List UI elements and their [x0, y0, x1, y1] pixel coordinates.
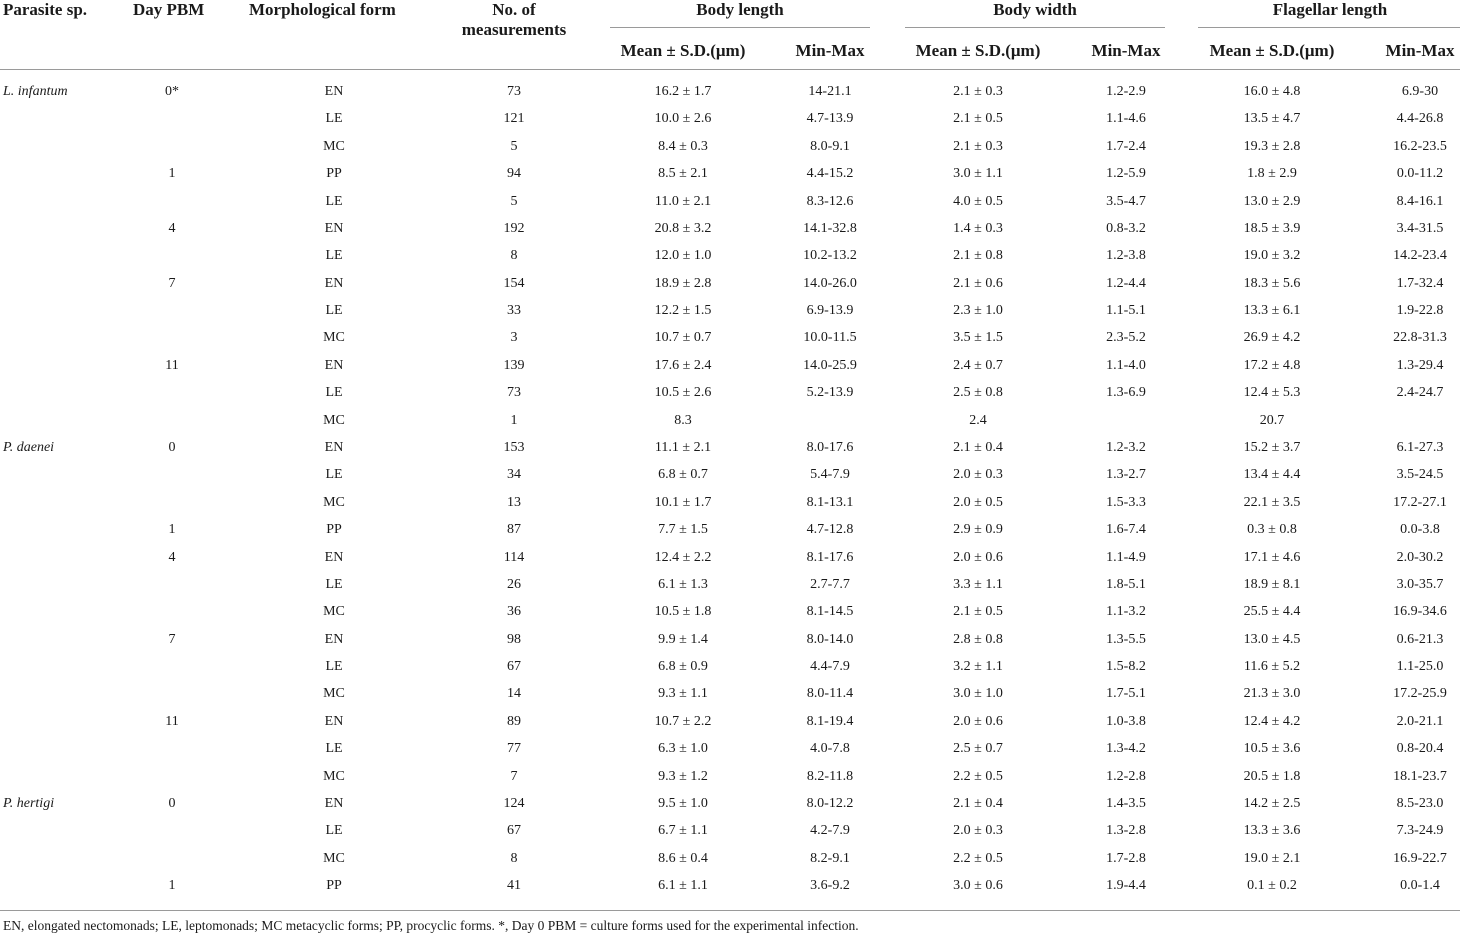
header-parasite: Parasite sp.	[3, 0, 88, 19]
body-length-mean-cell: 6.3 ± 1.0	[658, 741, 708, 757]
body-length-mean-cell: 10.5 ± 1.8	[654, 604, 712, 620]
body-length-minmax-cell: 5.2-13.9	[806, 385, 854, 401]
form-cell: PP	[326, 166, 342, 182]
flagellar-length-mean-cell: 19.0 ± 2.1	[1243, 850, 1301, 866]
day-cell: 4	[168, 220, 176, 236]
body-width-minmax-cell: 1.7-2.4	[1106, 138, 1146, 154]
flagellar-length-mean-cell: 19.3 ± 2.8	[1243, 138, 1301, 154]
header-body-length: Body length	[696, 0, 784, 19]
body-length-mean-cell: 8.4 ± 0.3	[658, 138, 708, 154]
body-width-mean-cell: 2.1 ± 0.8	[953, 248, 1003, 264]
flagellar-length-mean-cell: 18.9 ± 8.1	[1243, 576, 1301, 592]
body-length-minmax-cell: 8.0-9.1	[810, 138, 850, 154]
count-cell: 94	[507, 166, 521, 182]
count-cell: 73	[507, 84, 521, 99]
body-width-minmax-cell: 3.5-4.7	[1106, 193, 1146, 209]
body-length-mean-cell: 9.9 ± 1.4	[658, 631, 708, 647]
flagellar-length-minmax-cell: 16.9-22.7	[1393, 850, 1447, 866]
flagellar-length-mean-cell: 18.3 ± 5.6	[1243, 275, 1301, 291]
header-morphological-form: Morphological form	[249, 0, 396, 19]
body-length-mean-cell: 20.8 ± 3.2	[654, 220, 712, 236]
day-cell: 7	[168, 275, 176, 291]
body-length-minmax-cell: 8.0-11.4	[806, 686, 854, 702]
body-width-minmax-cell: 1.1-4.0	[1106, 357, 1146, 373]
form-cell: MC	[323, 412, 345, 428]
body-length-mean-cell: 18.9 ± 2.8	[654, 275, 712, 291]
count-cell: 114	[503, 549, 525, 565]
body-width-mean-cell: 3.0 ± 1.1	[953, 166, 1003, 182]
body-width-mean-cell: 2.1 ± 0.6	[953, 275, 1003, 291]
form-cell: EN	[324, 220, 344, 236]
body-width-minmax-cell: 2.3-5.2	[1106, 330, 1146, 346]
body-width-minmax-cell: 1.3-2.7	[1106, 467, 1146, 483]
form-cell: MC	[323, 686, 345, 702]
form-cell: LE	[325, 248, 343, 264]
flagellar-length-mean-cell: 15.2 ± 3.7	[1243, 439, 1301, 455]
body-length-minmax-cell: 10.2-13.2	[803, 248, 857, 264]
flagellar-length-mean-cell: 17.1 ± 4.6	[1243, 549, 1301, 565]
flagellar-length-minmax-cell: 8.4-16.1	[1396, 193, 1444, 209]
body-width-mean-cell: 2.4	[969, 412, 987, 428]
form-cell: EN	[324, 795, 344, 811]
day-cell: 0	[168, 439, 176, 455]
body-length-minmax-cell: 4.7-12.8	[806, 522, 854, 538]
count-cell: 87	[507, 522, 521, 538]
count-cell: 154	[503, 275, 525, 291]
count-cell: 121	[503, 111, 525, 127]
flagellar-length-minmax-cell: 7.3-24.9	[1396, 823, 1444, 839]
body-width-mean-cell: 3.0 ± 1.0	[953, 686, 1003, 702]
body-length-mean-cell: 10.7 ± 2.2	[654, 713, 712, 729]
body-length-minmax-cell: 10.0-11.5	[803, 330, 857, 346]
body-length-minmax-cell: 8.1-13.1	[806, 494, 854, 510]
flagellar-length-mean-cell: 16.0 ± 4.8	[1243, 84, 1301, 99]
body-width-minmax-cell: 1.5-8.2	[1106, 659, 1146, 674]
flagellar-length-mean-cell: 13.3 ± 6.1	[1243, 303, 1301, 318]
flagellar-length-mean-cell: 13.0 ± 4.5	[1243, 631, 1301, 647]
count-cell: 3	[510, 330, 518, 346]
form-cell: PP	[326, 878, 342, 893]
body-length-mean-cell: 8.5 ± 2.1	[658, 166, 708, 182]
count-cell: 36	[507, 604, 521, 620]
parasite-cell: L. infantum	[3, 84, 68, 99]
flagellar-length-minmax-cell: 3.4-31.5	[1396, 220, 1444, 236]
body-length-minmax-cell: 8.2-9.1	[810, 850, 850, 866]
day-cell: 1	[168, 878, 176, 893]
body-width-mean-cell: 2.8 ± 0.8	[953, 631, 1003, 647]
body-length-minmax-cell: 8.2-11.8	[806, 768, 854, 784]
form-cell: PP	[326, 522, 342, 538]
body-length-minmax-cell: 4.7-13.9	[806, 111, 854, 127]
body-width-rule	[905, 27, 1165, 28]
flagellar-length-mean-cell: 20.7	[1259, 412, 1285, 428]
body-width-minmax-cell: 0.8-3.2	[1106, 220, 1146, 236]
count-cell: 153	[503, 439, 525, 455]
body-width-minmax-cell: 1.0-3.8	[1106, 713, 1146, 729]
form-cell: MC	[323, 138, 345, 154]
body-width-minmax-cell: 1.1-4.9	[1106, 549, 1146, 565]
form-cell: MC	[323, 768, 345, 784]
body-length-minmax-cell: 14.0-25.9	[803, 357, 857, 373]
body-length-mean-cell: 6.8 ± 0.7	[658, 467, 708, 483]
form-cell: LE	[325, 823, 343, 839]
flagellar-length-mean-cell: 20.5 ± 1.8	[1243, 768, 1301, 784]
body-width-mean-cell: 2.1 ± 0.3	[953, 84, 1003, 99]
body-width-minmax-cell: 1.7-2.8	[1106, 850, 1146, 866]
count-cell: 26	[507, 576, 521, 592]
count-cell: 89	[507, 713, 521, 729]
form-cell: LE	[325, 741, 343, 757]
form-cell: LE	[325, 303, 343, 318]
flagellar-length-mean-cell: 1.8 ± 2.9	[1247, 166, 1297, 182]
body-width-mean-cell: 2.9 ± 0.9	[953, 522, 1003, 538]
body-length-mean-cell: 16.2 ± 1.7	[654, 84, 712, 99]
body-width-minmax-cell: 1.3-4.2	[1106, 741, 1146, 757]
body-length-mean-cell: 9.5 ± 1.0	[658, 795, 708, 811]
body-width-minmax-cell: 1.5-3.3	[1106, 494, 1146, 510]
form-cell: EN	[324, 439, 344, 455]
flagellar-length-mean-cell: 13.4 ± 4.4	[1243, 467, 1301, 483]
count-cell: 5	[510, 193, 518, 209]
body-width-minmax-cell: 1.6-7.4	[1106, 522, 1146, 538]
body-length-minmax-cell: 2.7-7.7	[810, 576, 850, 592]
flagellar-length-minmax-cell: 6.1-27.3	[1396, 439, 1444, 455]
body-length-minmax-cell: 6.9-13.9	[806, 303, 854, 318]
body-width-mean-cell: 2.1 ± 0.5	[953, 604, 1003, 620]
body-width-mean-cell: 3.2 ± 1.1	[953, 659, 1003, 674]
body-length-minmax-cell: 4.4-15.2	[806, 166, 854, 182]
body-length-mean-cell: 12.0 ± 1.0	[654, 248, 712, 264]
header-flagellar-length-minmax: Min-Max	[1385, 41, 1455, 60]
body-length-mean-cell: 9.3 ± 1.2	[658, 768, 708, 784]
flagellar-length-minmax-cell: 1.1-25.0	[1396, 659, 1444, 674]
form-cell: EN	[324, 84, 344, 99]
body-length-mean-cell: 12.4 ± 2.2	[654, 549, 712, 565]
form-cell: LE	[325, 576, 343, 592]
flagellar-length-mean-cell: 26.9 ± 4.2	[1243, 330, 1301, 346]
body-width-mean-cell: 2.3 ± 1.0	[953, 303, 1003, 318]
header-body-width-minmax: Min-Max	[1091, 41, 1161, 60]
day-cell: 1	[168, 166, 176, 182]
body-width-mean-cell: 1.4 ± 0.3	[953, 220, 1003, 236]
body-length-mean-cell: 8.3	[674, 412, 692, 428]
header-measurements-line1: No. of	[492, 0, 536, 19]
count-cell: 8	[510, 248, 518, 264]
body-length-minmax-cell: 8.0-14.0	[806, 631, 854, 647]
flagellar-length-minmax-cell: 2.0-21.1	[1396, 713, 1444, 729]
count-cell: 7	[510, 768, 518, 784]
flagellar-length-minmax-cell: 6.9-30	[1401, 84, 1439, 99]
body-length-minmax-cell: 4.2-7.9	[810, 823, 850, 839]
body-length-mean-cell: 17.6 ± 2.4	[654, 357, 712, 373]
flagellar-length-minmax-cell: 1.7-32.4	[1396, 275, 1444, 291]
body-width-minmax-cell: 1.2-2.9	[1106, 84, 1146, 99]
body-width-minmax-cell: 1.2-4.4	[1106, 275, 1146, 291]
parasite-cell: P. hertigi	[3, 795, 55, 811]
flagellar-length-minmax-cell: 16.9-34.6	[1393, 604, 1447, 620]
body-width-mean-cell: 2.0 ± 0.3	[953, 823, 1003, 839]
flagellar-length-minmax-cell: 2.0-30.2	[1396, 549, 1444, 565]
body-width-minmax-cell: 1.1-3.2	[1106, 604, 1146, 620]
header-flagellar-length: Flagellar length	[1272, 0, 1388, 19]
flagellar-length-minmax-cell: 0.8-20.4	[1396, 741, 1444, 757]
body-width-minmax-cell: 1.2-5.9	[1106, 166, 1146, 182]
flagellar-length-minmax-cell: 1.9-22.8	[1396, 303, 1444, 318]
form-cell: MC	[323, 850, 345, 866]
body-width-minmax-cell: 1.8-5.1	[1106, 576, 1146, 592]
flagellar-length-mean-cell: 0.3 ± 0.8	[1247, 522, 1297, 538]
body-width-mean-cell: 2.5 ± 0.8	[953, 385, 1003, 401]
body-length-mean-cell: 7.7 ± 1.5	[658, 522, 708, 538]
body-length-minmax-cell: 3.6-9.2	[810, 878, 850, 893]
day-cell: 0*	[165, 84, 179, 99]
flagellar-length-mean-cell: 25.5 ± 4.4	[1243, 604, 1301, 620]
header-flagellar-length-mean: Mean ± S.D.(μm)	[1209, 41, 1335, 60]
body-length-minmax-cell: 14.0-26.0	[803, 275, 857, 291]
header-body-length-mean: Mean ± S.D.(μm)	[620, 41, 746, 60]
body-width-minmax-cell: 1.3-5.5	[1106, 631, 1146, 647]
day-cell: 7	[168, 631, 176, 647]
flagellar-length-minmax-cell: 0.6-21.3	[1396, 631, 1444, 647]
header-body-width-mean: Mean ± S.D.(μm)	[915, 41, 1041, 60]
flagellar-length-mean-cell: 22.1 ± 3.5	[1243, 494, 1301, 510]
body-width-minmax-cell: 1.1-4.6	[1106, 111, 1146, 127]
body-length-minmax-cell: 14.1-32.8	[803, 220, 857, 236]
flagellar-length-minmax-cell: 18.1-23.7	[1393, 768, 1447, 784]
body-width-mean-cell: 2.4 ± 0.7	[953, 357, 1003, 373]
count-cell: 192	[503, 220, 525, 236]
flagellar-length-minmax-cell: 14.2-23.4	[1393, 248, 1447, 264]
form-cell: MC	[323, 330, 345, 346]
count-cell: 14	[507, 686, 521, 702]
day-cell: 0	[168, 795, 176, 811]
body-width-minmax-cell: 1.9-4.4	[1106, 878, 1146, 893]
body-width-mean-cell: 3.0 ± 0.6	[953, 878, 1003, 893]
flagellar-length-mean-cell: 10.5 ± 3.6	[1243, 741, 1301, 757]
header-body-length-minmax: Min-Max	[795, 41, 865, 60]
body-length-mean-cell: 10.7 ± 0.7	[654, 330, 712, 346]
body-width-mean-cell: 2.1 ± 0.3	[953, 138, 1003, 154]
form-cell: MC	[323, 494, 345, 510]
body-length-mean-cell: 6.1 ± 1.3	[658, 576, 708, 592]
flagellar-length-mean-cell: 13.0 ± 2.9	[1243, 193, 1301, 209]
body-length-mean-cell: 10.5 ± 2.6	[654, 385, 712, 401]
count-cell: 73	[507, 385, 521, 401]
flagellar-length-minmax-cell: 17.2-25.9	[1393, 686, 1447, 702]
body-length-mean-cell: 10.1 ± 1.7	[654, 494, 712, 510]
body-width-mean-cell: 2.0 ± 0.6	[953, 549, 1003, 565]
count-cell: 33	[507, 303, 521, 318]
flagellar-length-mean-cell: 17.2 ± 4.8	[1243, 357, 1301, 373]
flagellar-length-mean-cell: 13.3 ± 3.6	[1243, 823, 1301, 839]
flagellar-length-minmax-cell: 16.2-23.5	[1393, 138, 1447, 154]
flagellar-length-mean-cell: 0.1 ± 0.2	[1247, 878, 1297, 893]
form-cell: EN	[324, 357, 344, 373]
count-cell: 8	[510, 850, 518, 866]
body-length-mean-cell: 12.2 ± 1.5	[654, 303, 712, 318]
day-cell: 11	[165, 713, 179, 729]
body-width-minmax-cell: 1.1-5.1	[1106, 303, 1146, 318]
day-cell: 4	[168, 549, 176, 565]
form-cell: EN	[324, 549, 344, 565]
parasite-cell: P. daenei	[3, 439, 55, 455]
form-cell: LE	[325, 111, 343, 127]
body-length-minmax-cell: 8.1-17.6	[806, 549, 854, 565]
flagellar-length-minmax-cell: 22.8-31.3	[1393, 330, 1447, 346]
body-width-mean-cell: 2.0 ± 0.6	[953, 713, 1003, 729]
body-length-mean-cell: 6.7 ± 1.1	[658, 823, 708, 839]
body-length-minmax-cell: 8.0-12.2	[806, 795, 854, 811]
flagellar-length-minmax-cell: 4.4-26.8	[1396, 111, 1444, 127]
flagellar-length-mean-cell: 14.2 ± 2.5	[1243, 795, 1301, 811]
form-cell: EN	[324, 275, 344, 291]
count-cell: 124	[503, 795, 525, 811]
flagellar-length-minmax-cell: 8.5-23.0	[1396, 795, 1444, 811]
flagellar-length-mean-cell: 13.5 ± 4.7	[1243, 111, 1301, 127]
body-length-mean-cell: 11.0 ± 2.1	[654, 193, 712, 209]
body-width-minmax-cell: 1.2-2.8	[1106, 768, 1146, 784]
header-body-width: Body width	[993, 0, 1077, 19]
flagellar-length-minmax-cell: 2.4-24.7	[1396, 385, 1444, 401]
body-length-minmax-cell: 4.0-7.8	[810, 741, 850, 757]
flagellar-length-minmax-cell: 17.2-27.1	[1393, 494, 1447, 510]
body-length-mean-cell: 9.3 ± 1.1	[658, 686, 708, 702]
count-cell: 13	[507, 494, 521, 510]
form-cell: LE	[325, 659, 343, 674]
count-cell: 67	[507, 659, 521, 674]
count-cell: 5	[510, 138, 518, 154]
body-length-minmax-cell: 8.3-12.6	[806, 193, 854, 209]
count-cell: 41	[507, 878, 521, 893]
flagellar-length-mean-cell: 19.0 ± 3.2	[1243, 248, 1301, 264]
body-width-minmax-cell: 1.7-5.1	[1106, 686, 1146, 702]
body-length-minmax-cell: 8.0-17.6	[806, 439, 854, 455]
form-cell: LE	[325, 467, 343, 483]
flagellar-length-minmax-cell: 0.0-11.2	[1396, 166, 1444, 182]
header-day-pbm: Day PBM	[133, 0, 205, 19]
header-measurements-line2: measurements	[461, 20, 567, 39]
body-length-mean-cell: 10.0 ± 2.6	[654, 111, 712, 127]
flagellar-length-mean-cell: 11.6 ± 5.2	[1243, 659, 1301, 674]
body-length-mean-cell: 8.6 ± 0.4	[658, 850, 708, 866]
body-width-mean-cell: 4.0 ± 0.5	[953, 193, 1003, 209]
body-width-mean-cell: 2.0 ± 0.5	[953, 494, 1003, 510]
count-cell: 34	[507, 467, 521, 483]
body-length-minmax-cell: 4.4-7.9	[810, 659, 850, 674]
form-cell: EN	[324, 713, 344, 729]
form-cell: LE	[325, 385, 343, 401]
body-width-minmax-cell: 1.2-3.2	[1106, 439, 1146, 455]
flagellar-length-mean-cell: 21.3 ± 3.0	[1243, 686, 1301, 702]
body-width-minmax-cell: 1.3-6.9	[1106, 385, 1146, 401]
flagellar-length-minmax-cell: 0.0-3.8	[1400, 522, 1440, 538]
count-cell: 139	[503, 357, 525, 373]
form-cell: LE	[325, 193, 343, 209]
form-cell: MC	[323, 604, 345, 620]
body-length-minmax-cell: 8.1-19.4	[806, 713, 854, 729]
flagellar-length-mean-cell: 12.4 ± 4.2	[1243, 713, 1301, 729]
body-width-minmax-cell: 1.2-3.8	[1106, 248, 1146, 264]
count-cell: 77	[507, 741, 521, 757]
body-width-mean-cell: 3.3 ± 1.1	[953, 576, 1003, 592]
body-width-minmax-cell: 1.3-2.8	[1106, 823, 1146, 839]
body-length-mean-cell: 6.1 ± 1.1	[658, 878, 708, 893]
flagellar-length-mean-cell: 12.4 ± 5.3	[1243, 385, 1301, 401]
body-length-minmax-cell: 5.4-7.9	[810, 467, 850, 483]
table-bottom-rule	[0, 910, 1460, 911]
body-length-rule	[610, 27, 870, 28]
body-length-minmax-cell: 14-21.1	[808, 84, 852, 99]
body-width-mean-cell: 3.5 ± 1.5	[953, 330, 1003, 346]
body-width-mean-cell: 2.2 ± 0.5	[953, 850, 1003, 866]
body-width-mean-cell: 2.1 ± 0.4	[953, 795, 1003, 811]
flagellar-length-minmax-cell: 0.0-1.4	[1400, 878, 1440, 893]
header-bottom-rule	[0, 69, 1460, 70]
flagellar-length-minmax-cell: 3.5-24.5	[1396, 467, 1444, 483]
body-width-minmax-cell: 1.4-3.5	[1106, 795, 1146, 811]
body-length-minmax-cell: 8.1-14.5	[806, 604, 854, 620]
flagellar-length-mean-cell: 18.5 ± 3.9	[1243, 220, 1301, 236]
body-width-mean-cell: 2.1 ± 0.5	[953, 111, 1003, 127]
day-cell: 1	[168, 522, 176, 538]
flagellar-length-minmax-cell: 1.3-29.4	[1396, 357, 1444, 373]
body-length-mean-cell: 11.1 ± 2.1	[654, 439, 712, 455]
day-cell: 11	[165, 357, 179, 373]
flagellar-length-rule	[1198, 27, 1460, 28]
count-cell: 1	[510, 412, 518, 428]
count-cell: 98	[507, 631, 521, 647]
body-width-mean-cell: 2.0 ± 0.3	[953, 467, 1003, 483]
form-cell: EN	[324, 631, 344, 647]
body-length-mean-cell: 6.8 ± 0.9	[658, 659, 708, 674]
flagellar-length-minmax-cell: 3.0-35.7	[1396, 576, 1444, 592]
body-width-mean-cell: 2.2 ± 0.5	[953, 768, 1003, 784]
body-width-mean-cell: 2.1 ± 0.4	[953, 439, 1003, 455]
table-footnote: EN, elongated nectomonads; LE, leptomonads; MC metacyclic forms; PP, procyclic forms. *, Day 0 PBM = culture forms used for the experimental infection.	[3, 918, 859, 933]
body-width-mean-cell: 2.5 ± 0.7	[953, 741, 1003, 757]
count-cell: 67	[507, 823, 521, 839]
